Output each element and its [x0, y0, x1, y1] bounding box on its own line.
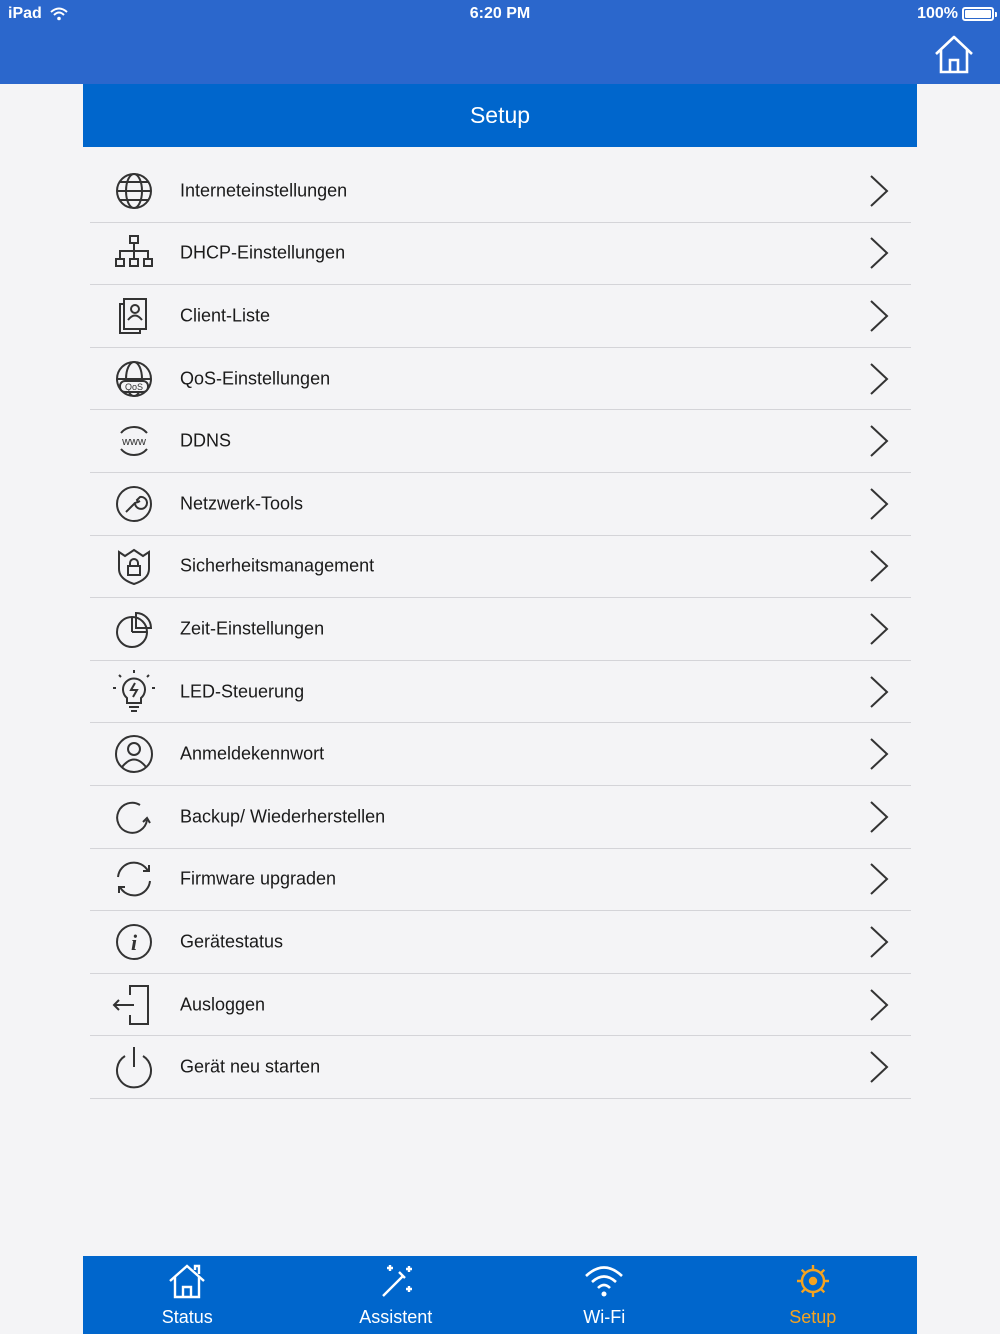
menu-item-login-password[interactable] — [90, 723, 911, 786]
menu-item-network-tools[interactable] — [90, 473, 911, 536]
battery-icon — [962, 7, 994, 21]
menu-item-label: Gerät neu starten — [180, 1056, 321, 1077]
svg-text:www: www — [122, 436, 146, 449]
tab-assistant[interactable] — [292, 1256, 501, 1334]
menu-item-label: Ausloggen — [180, 994, 266, 1015]
tab-status[interactable] — [83, 1256, 292, 1334]
menu-item-label: Anmeldekennwort — [180, 743, 325, 764]
globe-icon — [110, 167, 158, 215]
magic-wand-icon — [375, 1260, 417, 1302]
user-icon — [110, 730, 158, 778]
tab-wifi[interactable] — [500, 1256, 709, 1334]
menu-item-logout[interactable] — [90, 974, 911, 1037]
restore-icon — [110, 793, 158, 841]
shield-lock-icon — [110, 542, 158, 590]
logout-icon — [110, 981, 158, 1029]
menu-item-label: Interneteinstellungen — [180, 180, 348, 201]
setup-menu-list — [90, 160, 911, 1099]
wrench-icon — [110, 480, 158, 528]
menu-item-internet-settings[interactable] — [90, 160, 911, 223]
tab-setup[interactable] — [709, 1256, 918, 1334]
menu-item-led-control[interactable] — [90, 661, 911, 724]
info-icon — [110, 918, 158, 966]
menu-item-security-management[interactable] — [90, 536, 911, 599]
chevron-right-icon — [867, 799, 891, 835]
chevron-right-icon — [867, 361, 891, 397]
gear-icon — [792, 1260, 834, 1302]
menu-item-backup-restore[interactable] — [90, 786, 911, 849]
qos-globe-icon — [110, 355, 158, 403]
chevron-right-icon — [867, 861, 891, 897]
chevron-right-icon — [867, 736, 891, 772]
chevron-right-icon — [867, 1049, 891, 1085]
menu-item-dhcp-settings[interactable] — [90, 223, 911, 286]
menu-item-restart-device[interactable] — [90, 1036, 911, 1099]
menu-item-label: Backup/ Wiederherstellen — [180, 806, 386, 827]
menu-item-label: Client-Liste — [180, 305, 271, 326]
bottom-tab-bar — [83, 1256, 917, 1334]
menu-item-label: Sicherheitsmanagement — [180, 555, 375, 576]
chevron-right-icon — [867, 173, 891, 209]
network-tree-icon — [110, 229, 158, 277]
menu-item-label: Gerätestatus — [180, 931, 284, 952]
wifi-icon — [583, 1260, 625, 1302]
menu-item-label: QoS-Einstellungen — [180, 368, 331, 389]
menu-item-label: Netzwerk-Tools — [180, 493, 304, 514]
menu-item-label: DHCP-Einstellungen — [180, 242, 346, 263]
chevron-right-icon — [867, 298, 891, 334]
status-bar — [0, 0, 1000, 84]
menu-item-device-status[interactable] — [90, 911, 911, 974]
status-time: 6:20 PM — [469, 5, 531, 22]
tab-label: Setup — [789, 1307, 837, 1327]
sync-icon — [110, 855, 158, 903]
device-name: iPad — [8, 5, 42, 22]
menu-item-label: Firmware upgraden — [180, 868, 337, 889]
chevron-right-icon — [867, 674, 891, 710]
power-icon — [110, 1043, 158, 1091]
tab-label: Status — [161, 1307, 213, 1327]
clock-pie-icon — [110, 605, 158, 653]
menu-item-label: LED-Steuerung — [180, 681, 305, 702]
menu-item-label: Zeit-Einstellungen — [180, 618, 325, 639]
svg-text:i: i — [130, 929, 138, 955]
menu-item-firmware-upgrade[interactable] — [90, 849, 911, 912]
chevron-right-icon — [867, 611, 891, 647]
contacts-icon — [110, 292, 158, 340]
house-icon — [166, 1260, 208, 1302]
chevron-right-icon — [867, 235, 891, 271]
home-icon — [932, 32, 976, 76]
page-title: Setup — [83, 84, 917, 147]
home-button[interactable] — [932, 32, 976, 76]
lightbulb-icon — [110, 668, 158, 716]
www-icon — [110, 417, 158, 465]
menu-item-time-settings[interactable] — [90, 598, 911, 661]
menu-item-label: DDNS — [180, 430, 232, 451]
menu-item-qos-settings[interactable] — [90, 348, 911, 411]
chevron-right-icon — [867, 548, 891, 584]
status-right — [917, 5, 994, 23]
menu-item-client-list[interactable] — [90, 285, 911, 348]
battery-percent: 100% — [917, 5, 958, 22]
chevron-right-icon — [867, 423, 891, 459]
tab-label: Assistent — [359, 1307, 433, 1327]
chevron-right-icon — [867, 987, 891, 1023]
chevron-right-icon — [867, 924, 891, 960]
svg-text:QoS: QoS — [124, 381, 144, 392]
chevron-right-icon — [867, 486, 891, 522]
menu-item-ddns[interactable] — [90, 410, 911, 473]
tab-label: Wi-Fi — [583, 1307, 626, 1327]
